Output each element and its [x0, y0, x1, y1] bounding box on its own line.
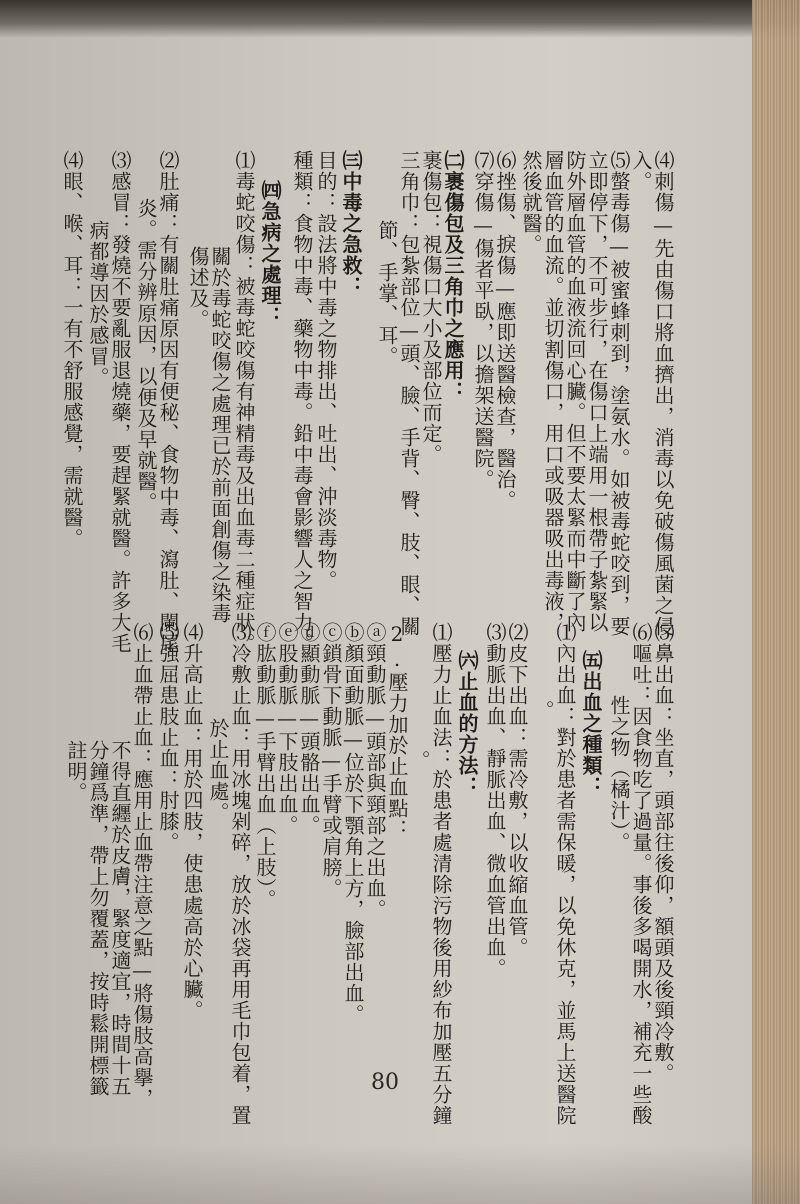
lower-text-column: ⓓ顯動脈—頭骼出血。: [297, 622, 321, 836]
lower-text-column: 不得直纒於皮膚，緊度適宜，時間十五: [108, 740, 132, 1097]
lower-text-column: 於止血處。: [206, 718, 230, 823]
page-edges: [752, 0, 800, 1204]
upper-text-column: 關於毒蛇咬傷之處理已於前面創傷之染毒: [208, 246, 232, 624]
upper-text-column: ⑴毒蛇咬傷：被毒蛇咬傷有神精毒及出血毒二種症狀。: [232, 150, 256, 654]
lower-text-column: 分鐘爲準，帶上勿覆蓋，按時鬆開標籤: [86, 740, 110, 1097]
upper-text-column: 目的：設法將中毒之物排出、吐出、沖淡毒物。: [314, 150, 338, 591]
lower-text-column: ⓕ肱動脈—手臂出血（上肢）。: [253, 622, 277, 910]
section-heading: ㈥止血的方法：: [455, 650, 479, 797]
upper-text-column: 炎。需分辨原因，以便及早就醫。: [134, 198, 158, 513]
section-heading: ㈤出血之種類：: [579, 650, 603, 797]
section-heading: ㈢中毒之急救：: [339, 150, 363, 297]
lower-text-column: ⑴內出血：對於患者需保暖，以免休克，並馬上送醫院: [553, 622, 577, 1126]
upper-text-column: ⑶感冒：發燒不要亂服退燒藥，要趕緊就醫。許多大毛: [108, 150, 132, 654]
lower-text-column: ⓑ顏面動脈—位於下顎角上方，臉部出血。: [341, 622, 365, 1025]
upper-text-column: ⑵肚痛：有關肚痛原因有便秘、食物中毒、瀉肚、闌尾: [156, 150, 180, 654]
section-heading: ㈡裹傷包及三角巾之應用：: [441, 150, 465, 402]
upper-text-column: 種類：食物中毒、藥物中毒。鉛中毒會影響人之智力。: [290, 150, 314, 654]
lower-text-column: ⑵皮下出血：需冷敷，以收縮血管。: [505, 622, 529, 958]
lower-text-column: 2.壓力加於止血點：: [385, 622, 409, 840]
bottom-shade: [0, 1144, 800, 1204]
upper-text-column: ⑹挫傷、捩傷—應即送醫檢查，醫治。: [493, 150, 517, 511]
top-shadow: [0, 0, 800, 38]
lower-text-column: ⓔ股動脈—下肢出血。: [275, 622, 299, 836]
lower-text-column: ⑹止血帶止血：應用止血帶注意之點—將傷肢高擧，: [130, 622, 154, 1109]
upper-text-column: ⑺穿傷—傷者平臥，以擔架送醫院。: [471, 150, 495, 490]
lower-text-column: ⓒ鎖骨下動脈—手臂或肩膀。: [319, 622, 343, 899]
upper-text-column: 病都導因於感冒。: [86, 220, 110, 388]
lower-text-column: 。: [407, 750, 431, 771]
lower-text-column: ⑷升高止血：用於四肢，使患處高於心臟。: [180, 622, 204, 1021]
lower-text-column: 。: [531, 700, 555, 721]
upper-text-column: 入。: [629, 150, 653, 192]
upper-text-column: ⑷刺傷—先由傷口將血擠出，消毒以免破傷風菌之侵: [651, 150, 675, 637]
lower-text-column: 註明。: [64, 740, 88, 803]
lower-text-column: ⓐ頸動脈—頭部與頸部之出血。: [363, 622, 387, 920]
upper-text-column: 三角巾：包紮部位—頭、臉、手背、臀、肢、眼、關: [397, 150, 421, 637]
lower-text-column: ⑸強屈患肢止血：肘膝。: [156, 622, 180, 853]
lower-text-column: ⑸鼻出血：坐直，頭部往後仰，額頭及後頸冷敷。: [651, 622, 675, 1084]
upper-text-column: 層血管的血流。並切割傷口，用口或吸器吸出毒液，: [541, 150, 565, 633]
section-heading: ㈣急病之處理：: [258, 180, 282, 327]
upper-text-column: ⑸螫毒傷—被蜜蜂刺到，塗氨水。如被毒蛇咬到，要: [607, 150, 631, 637]
upper-text-column: 防外層血管的血液流回心臟。但不要太緊而中斷了內: [563, 150, 587, 633]
upper-text-column: 節、手掌、耳。: [375, 220, 399, 367]
upper-text-column: 立即停下，不可步行，在傷口上端用一根帶子紮緊以: [585, 150, 609, 633]
upper-text-column: ⑷眼、喉、耳：一有不舒服感覺，需就醫。: [60, 150, 84, 549]
lower-text-column: ⑶冷敷止血：用冰塊剁碎，放於冰袋再用毛巾包着，置: [228, 622, 252, 1126]
upper-text-column: 傷述及。: [186, 246, 210, 330]
lower-text-column: 性之物（橘汁）。: [607, 695, 631, 853]
page-number: 80: [371, 1070, 399, 1095]
lower-text-column: ⑹嘔吐：因食物吃了過量。事後多喝開水，補充一些酸: [629, 622, 653, 1126]
lower-text-column: ⑶動脈出血、靜脈出血、微血管出血。: [483, 622, 507, 979]
lower-text-column: ⑴壓力止血法：於患者處清除污物後用紗布加壓五分鐘: [429, 622, 453, 1126]
upper-text-column: 裹傷包：視傷口大小及部位而定。: [419, 150, 443, 465]
upper-text-column: 然後就醫。: [519, 150, 543, 255]
